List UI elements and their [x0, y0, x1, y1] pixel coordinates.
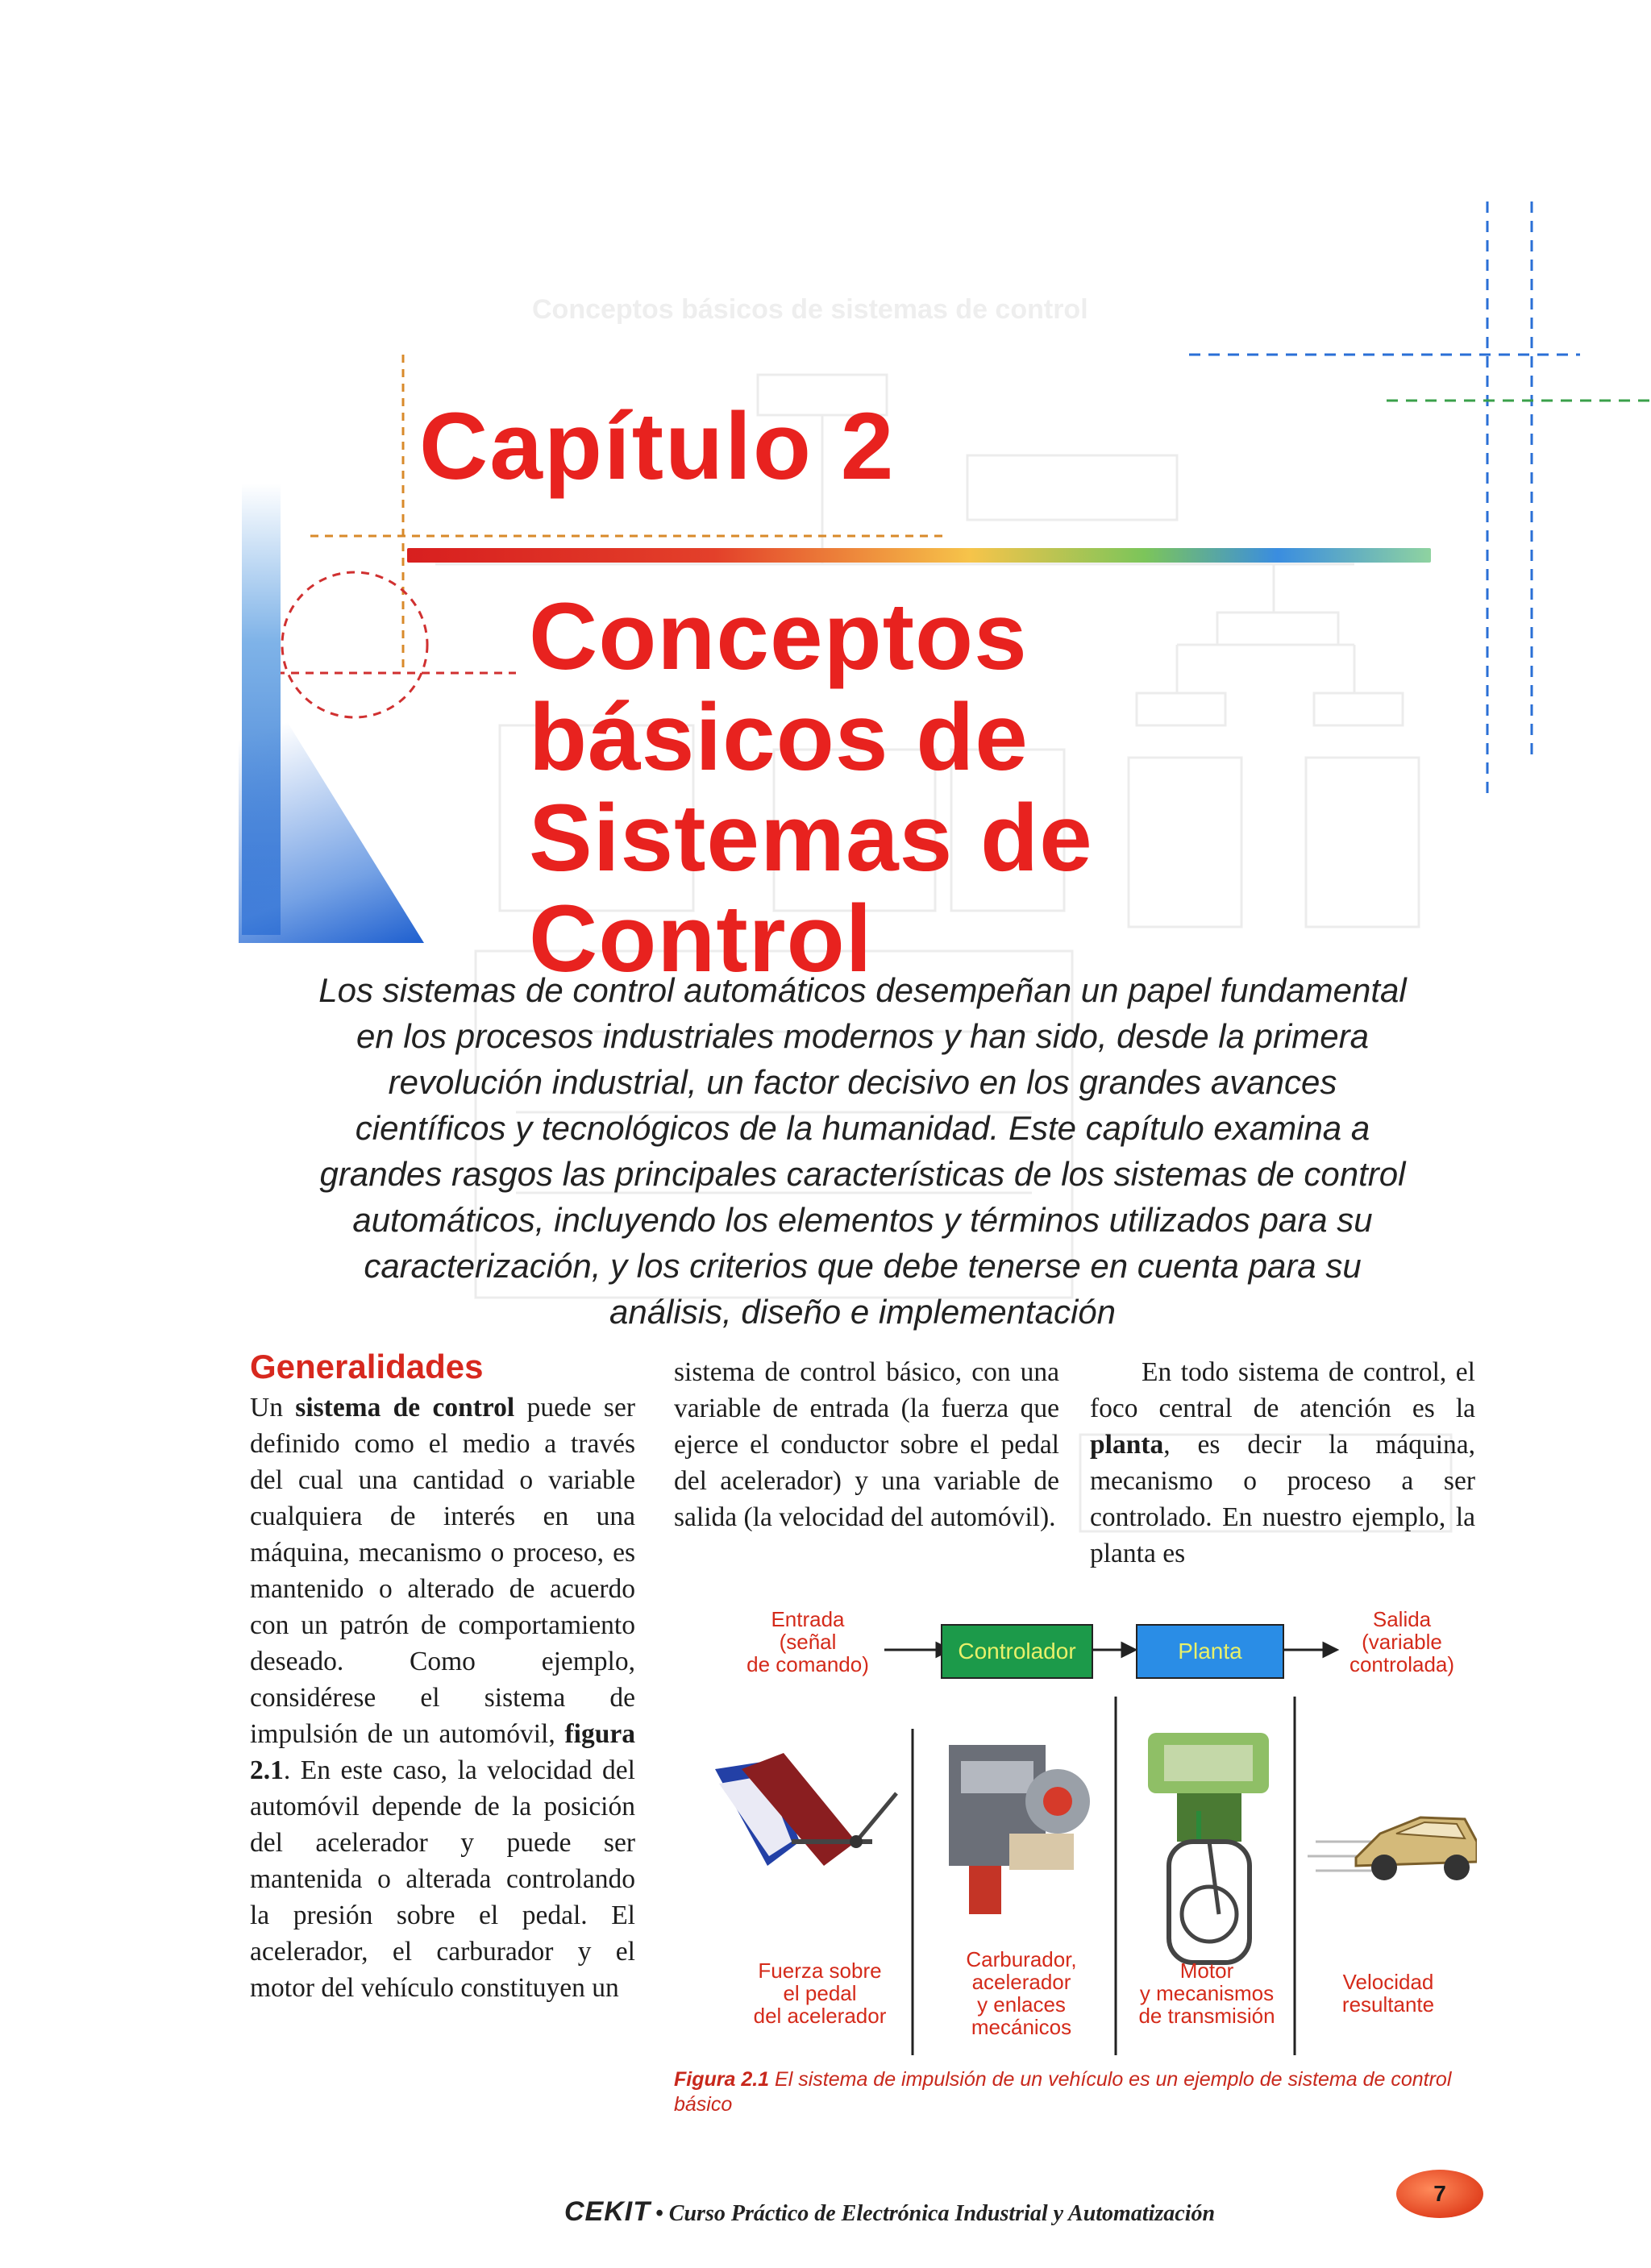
label-line: controlada): [1349, 1652, 1455, 1676]
stage-label-pedal: [735, 1959, 905, 2027]
intro-line: en los procesos industriales modernos y han sido, desde la primera: [356, 1017, 1369, 1055]
car-illustration: [1308, 1817, 1477, 1880]
label-line: y mecanismos: [1139, 1981, 1275, 2005]
label-line: del acelerador: [753, 2004, 887, 2028]
label-line: Fuerza sobre: [758, 1959, 882, 1983]
figure-reference: figura 2.1: [250, 1719, 635, 1785]
body-column-2: [674, 1354, 1059, 1535]
page-footer: [564, 2196, 1215, 2228]
text-run: . En este caso, la velocidad del automóvil depende de la posición del acelerador y puede ser mantenida o alterada controlando la presión sobre el pedal. El acelerador, el carburador y el motor del vehículo constituyen un: [250, 1755, 635, 2003]
text-run: Un: [250, 1393, 296, 1423]
intro-line: caracterización, y los criterios que debe tenerse en cuenta para su: [364, 1247, 1362, 1285]
text-run: puede ser definido como el medio a través del cual una cantidad o variable cualquiera de interés en una máquina, mecanismo o proceso, es mantenido o alterado de acuerdo con un patrón de comportamiento deseado. Como ejemplo, considérese el sistema de impulsión de un automóvil,: [250, 1393, 635, 1749]
intro-line: grandes rasgos las principales características de los sistemas de control: [319, 1155, 1406, 1193]
pedal-illustration: [715, 1753, 896, 1866]
chapter-label: Capítulo 2: [419, 393, 896, 500]
label-line: de comando): [746, 1652, 869, 1676]
label-line: (señal: [779, 1630, 837, 1654]
label-line: Carburador,: [966, 1947, 1077, 1971]
intro-line: Los sistemas de control automáticos desempeñan un papel fundamental: [318, 971, 1407, 1009]
chapter-title: [529, 584, 1093, 993]
title-rule: [407, 548, 1431, 563]
chapter-title-line: Control: [529, 886, 873, 993]
carburetor-illustration: [949, 1745, 1090, 1914]
chapter-title-line: Conceptos: [529, 584, 1028, 690]
output-label: [1333, 1608, 1470, 1676]
chapter-title-line: Sistemas de: [529, 785, 1093, 892]
body-column-1: [250, 1389, 635, 2006]
stage-label-engine: [1122, 1959, 1291, 2027]
section-heading: Generalidades: [250, 1348, 484, 1385]
paragraph: sistema de control básico, con una variable de entrada (la fuerza que ejerce el conductor sobre el pedal del acelerador) y una variable de salida (la velocidad del automóvil).: [674, 1357, 1059, 1532]
plant-box: Planta: [1136, 1624, 1284, 1679]
intro-line: científicos y tecnológicos de la humanidad. Este capítulo examina a: [355, 1109, 1370, 1147]
figure-2-1: [671, 1600, 1477, 2083]
chapter-intro: [242, 967, 1483, 1335]
footer-text: • Curso Práctico de Electrónica Industrial y Automatización: [655, 2201, 1216, 2226]
label-line: resultante: [1341, 1992, 1435, 2017]
bold-term: sistema de control: [295, 1393, 515, 1423]
figure-caption: [674, 2067, 1464, 2117]
label-line: Velocidad: [1342, 1970, 1434, 1994]
paragraph: [1090, 1354, 1475, 1572]
stage-label-carburetor: [937, 1948, 1106, 2038]
text-run: , es decir la máquina, mecanismo o proceso a ser controlado. En nuestro ejemplo, la planta es: [1090, 1430, 1475, 1568]
figure-caption-prefix: Figura 2.1: [674, 2068, 770, 2091]
label-line: mecánicos: [971, 2015, 1072, 2039]
page-number-badge: 7: [1396, 2170, 1483, 2218]
intro-line: automáticos, incluyendo los elementos y términos utilizados para su: [352, 1201, 1373, 1239]
label-line: (variable: [1362, 1630, 1442, 1654]
engine-illustration: [1148, 1733, 1269, 1963]
label-line: Entrada: [771, 1607, 845, 1631]
text-run: En todo sistema de control, el foco central de atención es la: [1090, 1357, 1475, 1423]
label-line: Salida: [1372, 1607, 1432, 1631]
body-column-3: [1090, 1354, 1475, 1572]
input-label: [735, 1608, 880, 1676]
controller-box: Controlador: [941, 1624, 1093, 1679]
bold-term: planta: [1090, 1430, 1164, 1460]
label-line: acelerador: [971, 1970, 1071, 1994]
intro-line: análisis, diseño e implementación: [609, 1293, 1116, 1331]
label-line: y enlaces: [977, 1992, 1066, 2017]
label-line: de transmisión: [1138, 2004, 1275, 2028]
chapter-title-line: básicos de: [529, 684, 1029, 791]
label-line: el pedal: [783, 1981, 857, 2005]
paragraph: [250, 1389, 635, 2006]
intro-line: revolución industrial, un factor decisivo en los grandes avances: [388, 1063, 1337, 1101]
label-line: Motor: [1179, 1959, 1234, 1983]
faint-header-text: Conceptos básicos de sistemas de control: [532, 294, 1088, 325]
figure-caption-text: El sistema de impulsión de un vehículo es un ejemplo de sistema de control básico: [674, 2068, 1452, 2116]
brand-logo: CEKIT: [564, 2196, 651, 2227]
stage-label-speed: [1308, 1971, 1469, 2016]
